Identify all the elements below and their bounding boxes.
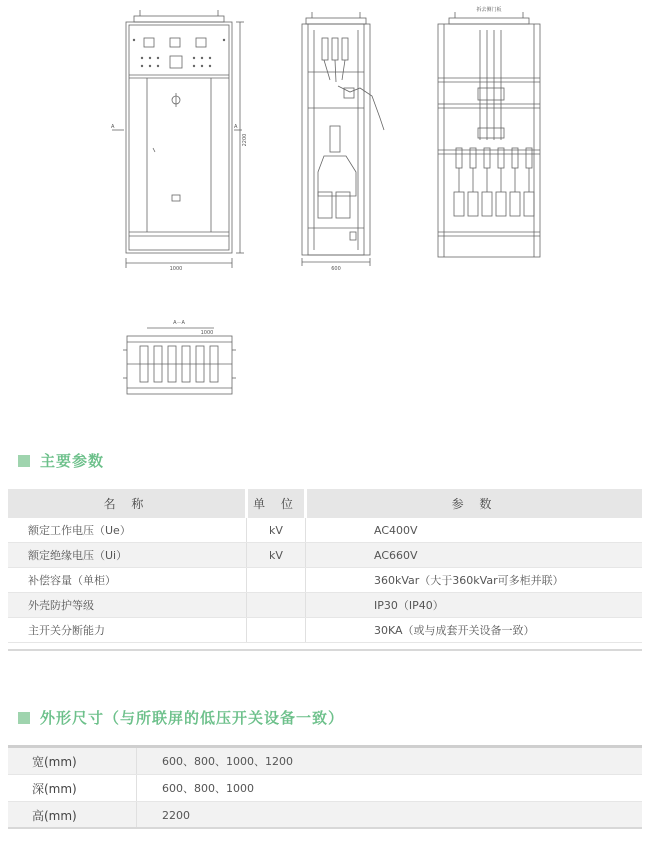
- table-row: [8, 802, 642, 829]
- param-unit: [247, 593, 306, 618]
- param-value: 360kVar（大于360kVar可多柜并联）: [306, 568, 643, 593]
- capacitor-row: [454, 148, 534, 216]
- side-width-label: 600: [331, 266, 341, 272]
- rear-view: [438, 12, 540, 257]
- front-view: [112, 10, 244, 268]
- section-mark-left: A: [111, 124, 115, 130]
- dimension-value: 2200: [137, 802, 643, 829]
- main-params-table: [8, 489, 642, 643]
- param-unit: [247, 618, 306, 643]
- main-params-title: 主要参数: [40, 452, 105, 470]
- table-row: [8, 543, 642, 568]
- param-value: AC660V: [306, 543, 643, 568]
- table-row: [8, 593, 642, 618]
- side-view: [302, 12, 384, 266]
- table-row: [8, 518, 642, 543]
- table-row: [8, 618, 642, 643]
- dimensions-heading: [18, 707, 344, 728]
- cabinet-drawing: [0, 0, 650, 420]
- section-mark-right: A: [234, 124, 238, 130]
- section-view-aa: [123, 328, 236, 394]
- param-value: 30KA（或与成套开关设备一致）: [306, 618, 643, 643]
- param-unit: kV: [247, 518, 306, 543]
- table-row: [8, 568, 642, 593]
- heading-marker: [18, 712, 30, 724]
- col-value-header: 参 数: [306, 489, 643, 518]
- plan-width-label: 1000: [200, 330, 214, 336]
- col-name-header: 名 称: [8, 489, 247, 518]
- table-row: [8, 748, 642, 775]
- section-title: A－A: [173, 320, 185, 326]
- table-bottom-rule: [8, 649, 642, 651]
- table-row: [8, 775, 642, 802]
- table-header-row: [8, 489, 642, 518]
- dimension-value: 600、800、1000、1200: [137, 748, 643, 775]
- dimension-label: 深(mm): [8, 775, 137, 802]
- dimensions-table: [8, 748, 642, 829]
- param-name: 额定工作电压（Ue）: [8, 518, 247, 543]
- param-unit: kV: [247, 543, 306, 568]
- front-width-label: 1000: [169, 266, 183, 272]
- dimension-label: 高(mm): [8, 802, 137, 829]
- param-value: IP30（IP40）: [306, 593, 643, 618]
- param-name: 主开关分断能力: [8, 618, 247, 643]
- col-unit-header: 单 位: [247, 489, 306, 518]
- heading-marker: [18, 455, 30, 467]
- param-name: 额定绝缘电压（Ui）: [8, 543, 247, 568]
- dimensions-title: 外形尺寸（与所联屏的低压开关设备一致）: [40, 709, 345, 727]
- param-name: 补偿容量（单柜）: [8, 568, 247, 593]
- param-name: 外壳防护等级: [8, 593, 247, 618]
- technical-drawings: [0, 0, 650, 420]
- param-value: AC400V: [306, 518, 643, 543]
- dimension-value: 600、800、1000: [137, 775, 643, 802]
- front-height-label: 2200: [242, 133, 248, 147]
- rear-view-title: 拆去侧门板: [476, 7, 502, 13]
- param-unit: [247, 568, 306, 593]
- dimension-label: 宽(mm): [8, 748, 137, 775]
- table-bottom-rule: [8, 827, 642, 829]
- main-params-heading: [18, 450, 104, 471]
